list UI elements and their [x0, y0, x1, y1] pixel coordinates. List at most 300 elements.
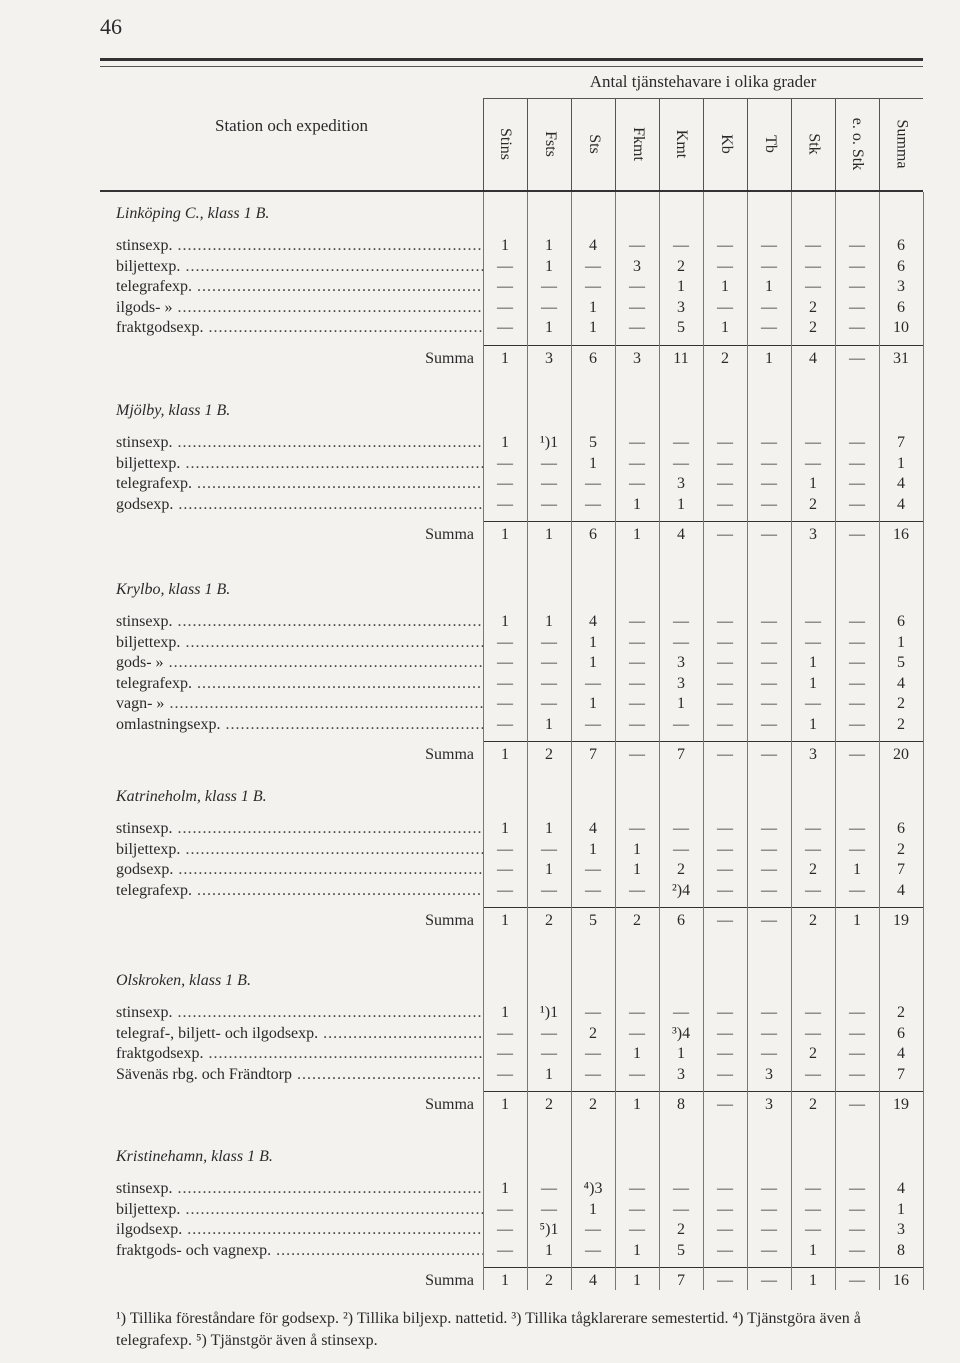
table-cell: 2	[897, 1004, 905, 1021]
expedition-label	[116, 237, 484, 255]
summa-row	[100, 350, 923, 370]
summa-cell: 16	[893, 1272, 909, 1289]
summa-cell: 6	[677, 912, 685, 929]
summa-cell: 1	[501, 912, 509, 929]
table-cell: —	[805, 1180, 821, 1197]
table-cell: 2	[677, 861, 685, 878]
table-row	[100, 455, 923, 475]
summa-cell: 2	[545, 1272, 553, 1289]
table-cell: 1	[809, 1241, 817, 1259]
table-row	[100, 1242, 923, 1262]
table-cell: 1	[677, 278, 685, 295]
summa-label: Summa	[425, 912, 474, 929]
table-cell: —	[717, 1180, 733, 1197]
table-row	[100, 675, 923, 695]
summa-cell: —	[761, 1272, 777, 1289]
table-cell: —	[717, 633, 733, 651]
table-cell: —	[761, 1180, 777, 1197]
expedition-label-text: ilgods- »	[116, 298, 173, 316]
summa-cell: 1	[501, 1272, 509, 1289]
summa-cell: 1	[545, 526, 553, 543]
station-title: Kristinehamn, klass 1 B.	[116, 1148, 273, 1165]
summa-cell: 3	[633, 349, 641, 367]
expedition-label-text: stinsexp.	[116, 1004, 173, 1021]
table-cell: 1	[589, 298, 597, 316]
table-cell: —	[541, 1024, 557, 1042]
table-cell: 1	[589, 633, 597, 651]
table-cell: 1	[633, 840, 641, 858]
table-row	[100, 258, 923, 278]
table-cell: 1	[501, 434, 509, 451]
table-cell: —	[497, 454, 513, 472]
summa-cell: 2	[545, 912, 553, 929]
summa-cell: 20	[893, 746, 909, 763]
table-cell: —	[585, 1221, 601, 1238]
station-title: Krylbo, klass 1 B.	[116, 581, 231, 598]
table-cell: —	[761, 613, 777, 630]
table-cell: —	[717, 840, 733, 858]
summa-cell: —	[849, 746, 865, 763]
table-cell: ⁵)1	[539, 1221, 559, 1238]
table-cell: ¹)1	[539, 1004, 559, 1021]
summa-cell: —	[717, 1096, 733, 1113]
station-column-header: Station och expedition	[215, 116, 368, 135]
expedition-label	[116, 1004, 484, 1022]
table-cell: 3	[677, 1065, 685, 1083]
table-cell: —	[585, 495, 601, 513]
table-cell: 2	[897, 695, 905, 712]
table-cell: —	[497, 633, 513, 651]
table-row	[100, 475, 923, 495]
table-cell: —	[849, 475, 865, 492]
summa-cell: 3	[545, 349, 553, 367]
table-cell: 1	[677, 1045, 685, 1062]
table-row	[100, 654, 923, 674]
table-cell: —	[497, 840, 513, 858]
table-header	[100, 68, 923, 190]
expedition-label	[116, 634, 484, 652]
table-cell: 2	[897, 840, 905, 858]
table-cell: 1	[809, 674, 817, 692]
table-cell: 1	[589, 654, 597, 671]
table-cell: —	[717, 1024, 733, 1042]
summa-cell: 7	[677, 1272, 685, 1289]
table-cell: ³)4	[671, 1024, 691, 1042]
table-cell: —	[761, 319, 777, 336]
summa-cell: —	[629, 746, 645, 763]
table-cell: —	[805, 633, 821, 651]
table-cell: —	[849, 1200, 865, 1218]
summa-cell: —	[849, 1096, 865, 1113]
table-cell: 4	[897, 1045, 905, 1062]
column-header-label: Fkmt	[629, 127, 647, 161]
table-row	[100, 1201, 923, 1221]
table-cell: —	[805, 695, 821, 712]
summa-cell: 1	[853, 912, 861, 929]
table-cell: —	[849, 278, 865, 295]
table-cell: 2	[809, 1045, 817, 1062]
summa-cell: —	[717, 1272, 733, 1289]
table-cell: —	[673, 1004, 689, 1021]
expedition-label	[116, 1242, 484, 1260]
table-cell: —	[849, 257, 865, 275]
expedition-label-text: stinsexp.	[116, 434, 173, 451]
table-cell: —	[673, 840, 689, 858]
expedition-label	[116, 882, 484, 900]
expedition-label-text: stinsexp.	[116, 237, 173, 254]
table-cell: 2	[809, 298, 817, 316]
table-cell: —	[761, 633, 777, 651]
table-row	[100, 496, 923, 516]
expedition-label-text: telegrafexp.	[116, 278, 192, 295]
station-title: Linköping C., klass 1 B.	[116, 205, 270, 222]
table-cell: —	[629, 881, 645, 899]
table-cell: 10	[893, 319, 909, 336]
table-cell: 1	[501, 237, 509, 254]
table-cell: —	[541, 495, 557, 513]
summa-cell: 3	[809, 746, 817, 763]
table-cell: —	[717, 881, 733, 899]
summa-label: Summa	[425, 349, 474, 367]
table-cell: 4	[897, 674, 905, 692]
table-cell: 3	[677, 298, 685, 316]
table-cell: 1	[545, 319, 553, 336]
table-cell: 1	[677, 695, 685, 712]
table-cell: 1	[589, 454, 597, 472]
table-cell: —	[629, 434, 645, 451]
expedition-label	[116, 496, 484, 514]
table-cell: 6	[897, 298, 905, 316]
column-header	[791, 98, 835, 190]
column-header-label: Sts	[585, 134, 603, 154]
table-cell: —	[805, 820, 821, 837]
table-cell: —	[849, 613, 865, 630]
column-divider	[615, 192, 616, 1290]
table-cell: —	[717, 1241, 733, 1259]
summa-cell: 2	[809, 912, 817, 929]
expedition-label	[116, 1025, 484, 1043]
table-cell: 2	[809, 319, 817, 336]
table-cell: —	[805, 454, 821, 472]
table-cell: —	[629, 319, 645, 336]
table-row	[100, 1004, 923, 1024]
table-cell: —	[717, 475, 733, 492]
table-row	[100, 882, 923, 902]
table-cell: —	[849, 319, 865, 336]
summa-cell: 2	[545, 746, 553, 763]
expedition-label-text: Sävenäs rbg. och Frändtorp	[116, 1065, 292, 1083]
column-divider	[835, 192, 836, 1290]
column-divider	[659, 192, 660, 1290]
table-cell: 4	[897, 881, 905, 899]
table-cell: —	[497, 654, 513, 671]
table-cell: —	[585, 861, 601, 878]
table-cell: 4	[897, 495, 905, 513]
column-header-label: Fsts	[541, 131, 559, 157]
table-cell: 1	[545, 257, 553, 275]
table-cell: —	[541, 654, 557, 671]
table-cell: —	[497, 1065, 513, 1083]
table-cell: —	[673, 1180, 689, 1197]
table-cell: 2	[809, 495, 817, 513]
table-cell: —	[497, 1241, 513, 1259]
table-cell: 3	[677, 475, 685, 492]
table-cell: 3	[897, 1221, 905, 1238]
summa-cell: —	[849, 526, 865, 543]
table-cell: 4	[589, 613, 597, 630]
table-cell: —	[849, 633, 865, 651]
summa-cell: —	[761, 526, 777, 543]
table-cell: —	[497, 475, 513, 492]
table-cell: —	[629, 298, 645, 316]
table-cell: —	[629, 1004, 645, 1021]
table-cell: 1	[721, 278, 729, 295]
table-cell: —	[717, 298, 733, 316]
table-cell: —	[541, 1180, 557, 1197]
table-cell: 1	[765, 278, 773, 295]
station-title: Olskroken, klass 1 B.	[116, 972, 251, 989]
grade-group-header: Antal tjänstehavare i olika grader	[589, 72, 817, 91]
expedition-label	[116, 716, 484, 734]
expedition-label-text: telegrafexp.	[116, 881, 192, 899]
table-cell: 5	[677, 1241, 685, 1259]
table-cell: 1	[897, 633, 905, 651]
table-cell: —	[717, 434, 733, 451]
table-cell: —	[849, 454, 865, 472]
table-cell: —	[761, 674, 777, 692]
table-cell: —	[849, 654, 865, 671]
table-cell: —	[717, 613, 733, 630]
header-bottom-rule	[100, 190, 923, 192]
expedition-label-text: godsexp.	[116, 861, 174, 878]
table-cell: —	[629, 633, 645, 651]
table-cell: —	[541, 633, 557, 651]
table-cell: —	[761, 715, 777, 733]
table-cell: —	[629, 613, 645, 630]
table-cell: —	[541, 674, 557, 692]
table-row	[100, 1221, 923, 1241]
table-cell: 8	[897, 1241, 905, 1259]
summa-cell: —	[849, 1272, 865, 1289]
table-row	[100, 1180, 923, 1200]
table-cell: 2	[677, 257, 685, 275]
table-cell: —	[805, 1200, 821, 1218]
table-cell: —	[585, 674, 601, 692]
table-cell: —	[849, 237, 865, 254]
table-cell: —	[717, 654, 733, 671]
summa-cell: —	[717, 746, 733, 763]
table-cell: 3	[677, 654, 685, 671]
table-cell: —	[497, 1045, 513, 1062]
summa-cell: 5	[589, 912, 597, 929]
table-cell: 1	[545, 1065, 553, 1083]
table-cell: —	[717, 454, 733, 472]
column-header	[527, 98, 571, 190]
table-cell: —	[585, 475, 601, 492]
column-divider	[923, 192, 924, 1290]
table-cell: 1	[633, 1045, 641, 1062]
summa-row	[100, 1096, 923, 1116]
table-cell: —	[629, 715, 645, 733]
expedition-label-text: biljettexp.	[116, 257, 181, 275]
expedition-label-text: biljettexp.	[116, 454, 181, 472]
expedition-label-text: ilgodsexp.	[116, 1221, 183, 1238]
expedition-label-text: biljettexp.	[116, 1200, 181, 1218]
summa-row	[100, 912, 923, 932]
expedition-label-text: telegraf-, biljett- och ilgodsexp.	[116, 1024, 319, 1042]
table-cell: —	[761, 298, 777, 316]
table-cell: 1	[633, 1241, 641, 1259]
table-cell: 1	[809, 715, 817, 733]
table-cell: 1	[589, 840, 597, 858]
column-header-label: Summa	[893, 119, 911, 169]
table-cell: 2	[809, 861, 817, 878]
table-cell: —	[849, 1004, 865, 1021]
table-cell: —	[629, 654, 645, 671]
expedition-label	[116, 434, 484, 452]
summa-cell: 6	[589, 349, 597, 367]
table-cell: 6	[897, 613, 905, 630]
expedition-label-text: stinsexp.	[116, 820, 173, 837]
table-cell: 1	[501, 1004, 509, 1021]
table-cell: —	[717, 695, 733, 712]
summa-cell: 1	[633, 526, 641, 543]
table-cell: —	[497, 695, 513, 712]
expedition-label	[116, 1066, 484, 1084]
table-cell: —	[849, 1241, 865, 1259]
table-cell: —	[673, 1200, 689, 1218]
table-cell: —	[541, 454, 557, 472]
table-cell: —	[805, 613, 821, 630]
table-cell: —	[849, 1180, 865, 1197]
table-cell: —	[497, 715, 513, 733]
table-cell: —	[497, 298, 513, 316]
table-cell: —	[629, 278, 645, 295]
table-cell: —	[805, 1004, 821, 1021]
station-title: Mjölby, klass 1 B.	[116, 402, 231, 419]
column-header	[483, 98, 527, 190]
table-row	[100, 237, 923, 257]
column-header-label: Stk	[805, 133, 823, 155]
summa-cell: 19	[893, 912, 909, 929]
table-cell: 3	[765, 1065, 773, 1083]
summa-label: Summa	[425, 526, 474, 543]
table-cell: 1	[501, 1180, 509, 1197]
table-cell: —	[497, 1221, 513, 1238]
table-cell: —	[497, 881, 513, 899]
table-cell: ²)4	[671, 881, 691, 899]
table-cell: —	[585, 1241, 601, 1259]
summa-row	[100, 1272, 923, 1292]
column-header	[747, 98, 791, 190]
table-cell: —	[761, 1004, 777, 1021]
table-cell: —	[761, 1024, 777, 1042]
table-cell: —	[541, 840, 557, 858]
top-rule-thick	[100, 58, 923, 61]
table-cell: —	[541, 881, 557, 899]
expedition-label	[116, 1180, 484, 1198]
table-cell: —	[629, 1065, 645, 1083]
summa-cell: 1	[633, 1096, 641, 1113]
table-cell: 1	[501, 820, 509, 837]
summa-cell: 3	[765, 1096, 773, 1113]
table-cell: 7	[897, 434, 905, 451]
table-cell: —	[805, 1024, 821, 1042]
table-row	[100, 820, 923, 840]
table-cell: —	[585, 1004, 601, 1021]
summa-cell: 1	[501, 1096, 509, 1113]
table-cell: —	[761, 257, 777, 275]
summa-cell: 2	[633, 912, 641, 929]
expedition-label-text: godsexp.	[116, 495, 174, 513]
summa-cell: 1	[633, 1272, 641, 1289]
summa-cell: 6	[589, 526, 597, 543]
expedition-label	[116, 695, 484, 713]
table-cell: 1	[545, 861, 553, 878]
table-cell: 7	[897, 1065, 905, 1083]
table-cell: —	[761, 840, 777, 858]
table-cell: —	[629, 454, 645, 472]
table-cell: —	[805, 840, 821, 858]
column-header-label: Kmt	[673, 129, 691, 159]
expedition-label	[116, 475, 484, 493]
table-cell: —	[673, 434, 689, 451]
table-cell: —	[585, 278, 601, 295]
table-row	[100, 634, 923, 654]
table-row	[100, 299, 923, 319]
summa-row	[100, 526, 923, 546]
table-cell: 6	[897, 1024, 905, 1042]
expedition-label	[116, 861, 484, 879]
expedition-label-text: omlastningsexp.	[116, 715, 221, 733]
table-cell: 1	[501, 613, 509, 630]
table-cell: 1	[589, 695, 597, 712]
table-cell: 5	[589, 434, 597, 451]
table-cell: 1	[853, 861, 861, 878]
expedition-label	[116, 319, 484, 337]
table-cell: —	[629, 237, 645, 254]
expedition-label	[116, 455, 484, 473]
table-cell: —	[717, 257, 733, 275]
table-cell: —	[805, 237, 821, 254]
expedition-label	[116, 1045, 484, 1063]
expedition-label-text: stinsexp.	[116, 1180, 173, 1197]
table-cell: —	[805, 881, 821, 899]
table-row	[100, 278, 923, 298]
table-cell: —	[497, 278, 513, 295]
table-cell: —	[761, 861, 777, 878]
expedition-label-text: fraktgodsexp.	[116, 1045, 204, 1062]
table-cell: —	[761, 495, 777, 513]
column-header-label: Kb	[717, 134, 735, 154]
table-cell: —	[805, 257, 821, 275]
table-cell: 6	[897, 237, 905, 254]
table-cell: —	[497, 1024, 513, 1042]
table-cell: 6	[897, 820, 905, 837]
table-cell: —	[717, 1221, 733, 1238]
table-cell: 1	[545, 613, 553, 630]
table-cell: 1	[545, 715, 553, 733]
table-cell: —	[849, 695, 865, 712]
table-cell: 1	[633, 861, 641, 878]
summa-cell: —	[761, 746, 777, 763]
table-cell: 3	[633, 257, 641, 275]
table-cell: 5	[677, 319, 685, 336]
table-cell: 1	[809, 654, 817, 671]
table-cell: —	[585, 257, 601, 275]
table-cell: —	[629, 475, 645, 492]
summa-cell: 2	[589, 1096, 597, 1113]
